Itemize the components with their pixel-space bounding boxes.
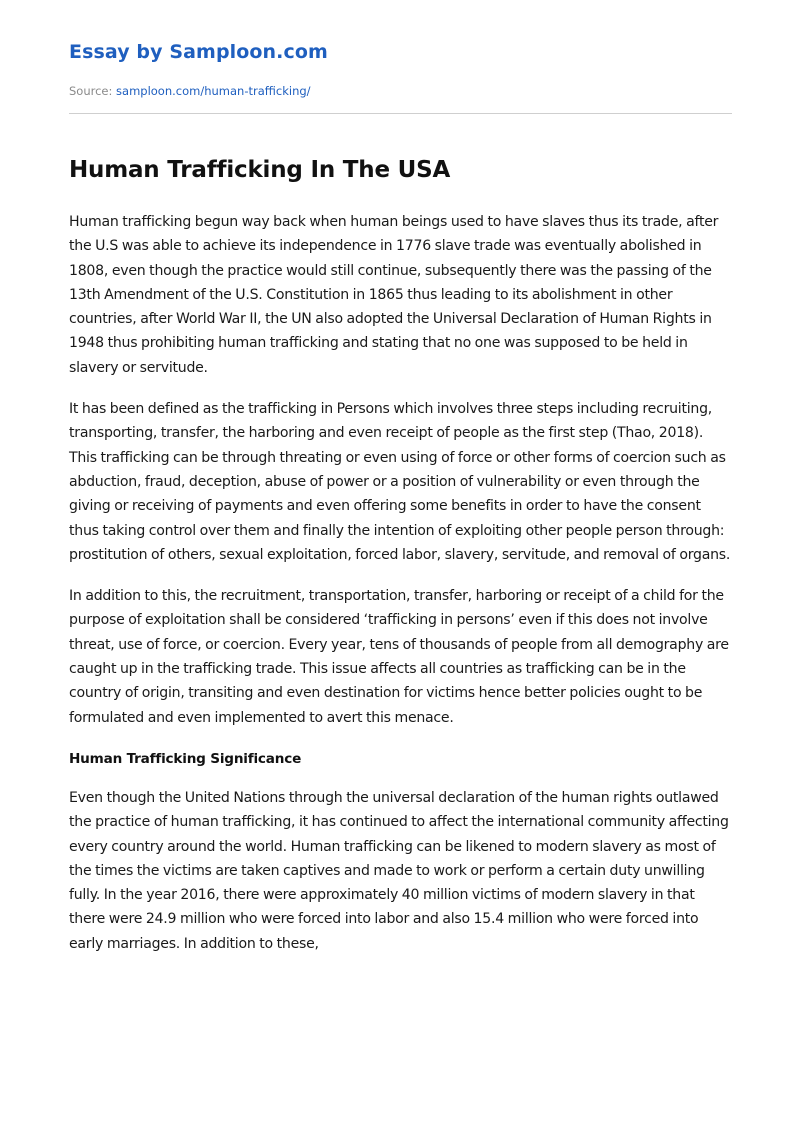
section-heading: Human Trafficking Significance [69, 750, 302, 767]
paragraph-1: Human trafficking begun way back when human beings used to have slaves thus its trade, after the U.S was able to achieve its independence in 1776 slave trade was eventually abolished in 1808, even though the practice would still continue, subsequently there was the passing of the 13th Amendment of the U.S. Constitution in 1865 thus leading to its abolishment in other countries, after World War II, the UN also adopted the Universal Declaration of Human Rights in 1948 thus prohibiting human trafficking and stating that no one was supposed to be held in slavery or servitude. [69, 214, 719, 376]
section-paragraph: Even though the United Nations through the universal declaration of the human rights outlawed the practice of human trafficking, it has continued to affect the international community affecting every country around the world. Human trafficking can be likened to modern slavery as most of the times the victims are taken captives and made to work or perform a certain duty unwilling fully. In the year 2016, there were approximately 40 million victims of modern slavery in that there were 24.9 million who were forced into labor and also 15.4 million who were forced into early marriages. In addition to these, [69, 789, 729, 952]
paragraph-2: It has been defined as the trafficking in Persons which involves three steps including recruiting, transporting, transfer, the harboring and even receipt of people as the first step (Thao, 2018). This trafficking can be through threating or even using of force or other forms of coercion such as abduction, fraud, deception, abuse of power or a position of vulnerability or even through the giving or receiving of payments and even offering some benefits in order to have the consent thus taking control over them and finally the intention of exploiting other people person through: prostitution of others, sexual exploitation, forced labor, slavery, servitude, and removal of organs. [69, 401, 731, 563]
source-line [69, 84, 311, 98]
site-brand: Essay by Samploon.com [69, 41, 328, 63]
source-label: Source: [69, 84, 113, 98]
essay-title: Human Trafficking In The USA [69, 157, 451, 183]
essay-body [69, 210, 733, 973]
paragraph-3: In addition to this, the recruitment, transportation, transfer, harboring or receipt of a child for the purpose of exploitation shall be considered ‘trafficking in persons’ even if this does not involve threat, use of force, or coercion. Every year, tens of thousands of people from all demography are caught up in the trafficking trade. This issue affects all countries as trafficking can be in the country of origin, transiting and even destination for victims hence better policies ought to be formulated and even implemented to avert this menace. [69, 588, 729, 726]
header-divider [69, 113, 732, 114]
source-link[interactable]: samploon.com/human-trafficking/ [116, 84, 311, 98]
